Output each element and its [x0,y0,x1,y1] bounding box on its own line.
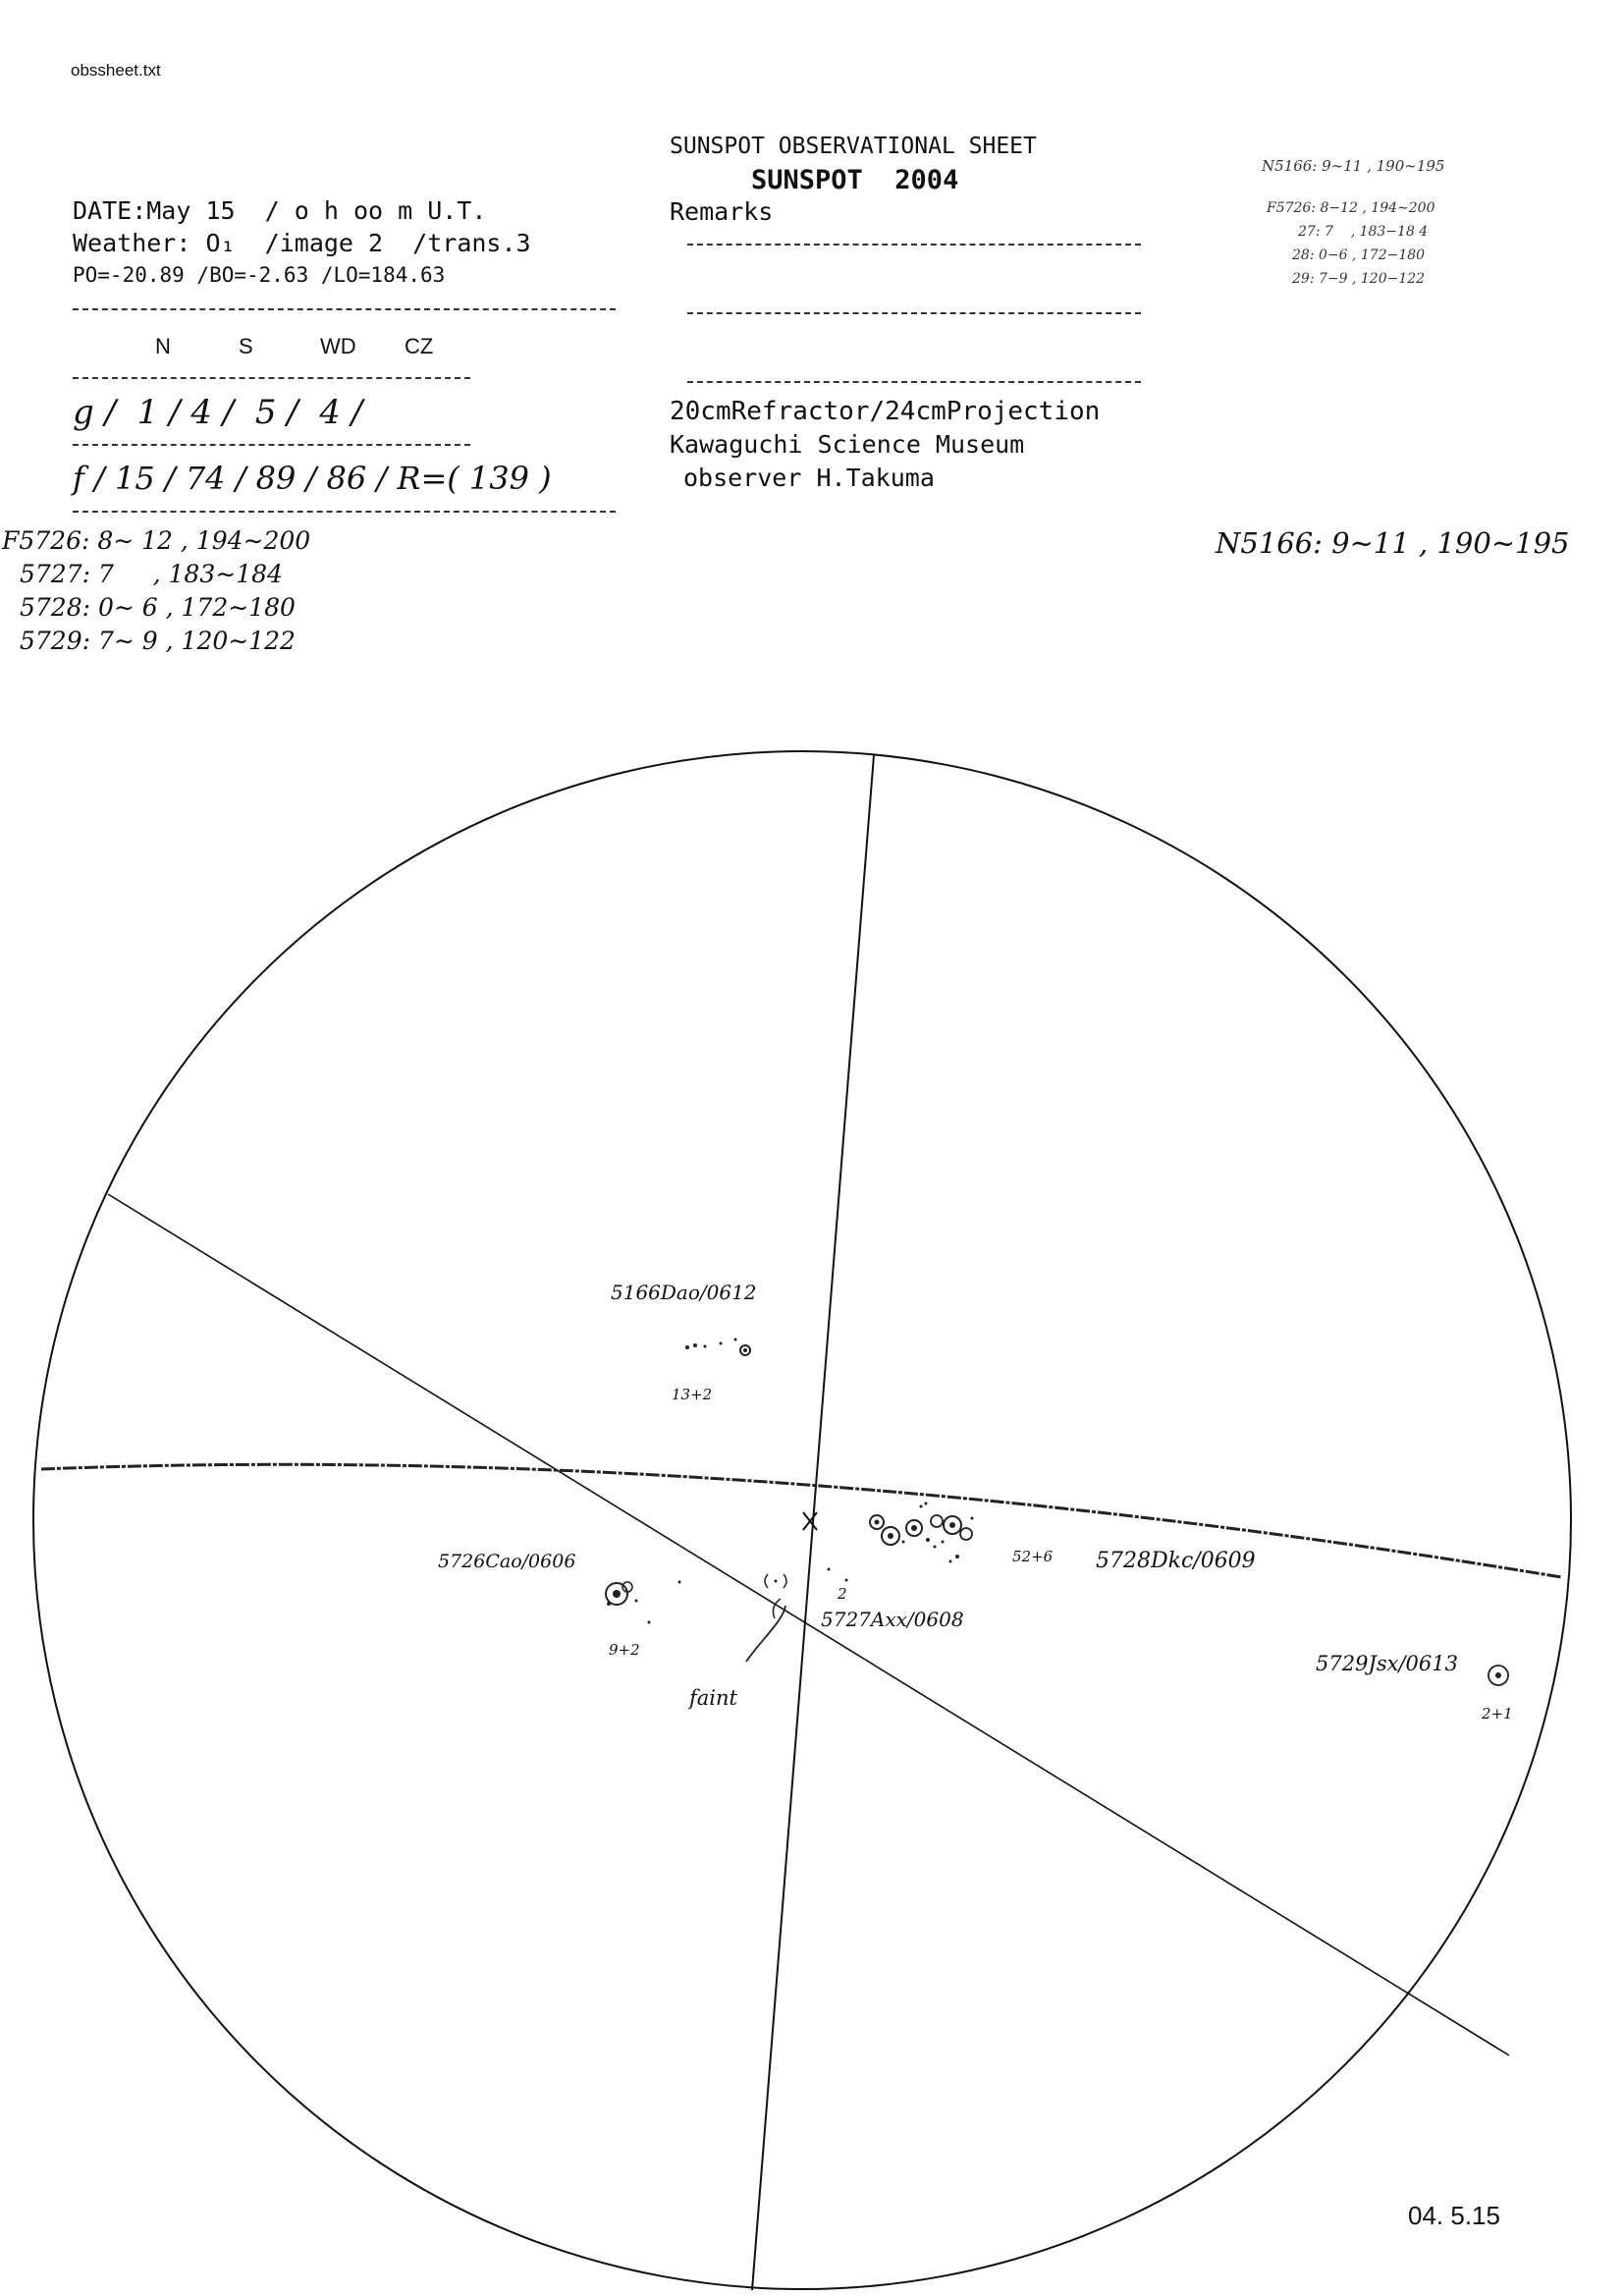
group-label-5729: 5729Jsx/0613 [1316,1652,1459,1675]
column-header-s: S [239,334,253,358]
group-label-5727: 5727Axx/0608 [821,1608,964,1631]
faint-pointer [746,1606,785,1662]
telescope-line: 20cmRefractor/24cmProjection [670,397,1101,426]
sunspot-group-5726 [606,1581,681,1624]
ecliptic-line [108,1194,1509,2055]
sheet-title: SUNSPOT OBSERVATIONAL SHEET [670,134,1037,159]
weather-line: Weather: O₁ /image 2 /trans.3 [73,229,531,257]
remarks-label: Remarks [670,197,774,226]
group-count-5166: 13+2 [672,1386,713,1403]
group-label-5726: 5726Cao/0606 [438,1551,576,1572]
group-count-5726: 9+2 [609,1641,640,1659]
file-name: obssheet.txt [71,61,161,80]
top-right-note: 27: 7 , 183−18 4 [1298,224,1429,240]
sunspot-group-5729 [1488,1666,1508,1685]
group-count-row: g / 1 / 4 / 5 / 4 / [73,393,363,432]
solar-disk-outline [33,751,1571,2289]
equator-line [41,1464,1561,1577]
sheet-subtitle: SUNSPOT 2004 [751,165,959,195]
region-list-item: 5727: 7 , 183∼184 [20,560,283,588]
region-list-item: 5729: 7∼ 9 , 120∼122 [20,627,296,655]
orientation-line: PO=-20.89 /BO=-2.63 /LO=184.63 [73,263,446,287]
group-count-5729: 2+1 [1482,1705,1513,1722]
column-header-cz: CZ [405,334,434,358]
museum-line: Kawaguchi Science Museum [670,430,1025,459]
group-label-5728: 5728Dkc/0609 [1096,1549,1256,1573]
group-count-5727: 2 [838,1585,847,1603]
top-right-note: 29: 7−9 , 120−122 [1292,271,1426,287]
top-right-note: F5726: 8−12 , 194∼200 [1267,200,1435,216]
faint-label: faint [689,1686,737,1710]
column-header-n: N [155,334,171,358]
spot-count-row: f / 15 / 74 / 89 / 86 / R=( 139 ) [73,460,552,497]
date-line: DATE:May 15 / o h oo m U.T. [73,196,487,225]
top-right-note: N5166: 9∼11 , 190∼195 [1262,157,1445,175]
top-right-note: 28: 0−6 , 172−180 [1292,247,1426,263]
north-region-note: N5166: 9∼11 , 190∼195 [1216,526,1570,560]
sunspot-group-5727 [765,1568,848,1589]
footer-date: 04. 5.15 [1408,2201,1500,2230]
sunspot-group-5166 [685,1339,750,1356]
column-header-wd: WD [320,334,356,358]
region-list-item: F5726: 8∼ 12 , 194∼200 [2,526,311,555]
sunspot-group-5728 [870,1503,974,1563]
group-count-5728: 52+6 [1012,1548,1054,1565]
central-meridian-line [752,755,874,2290]
observer-line: observer H.Takuma [683,464,935,492]
region-list-item: 5728: 0∼ 6 , 172∼180 [20,593,296,622]
group-label-5166: 5166Dao/0612 [611,1281,757,1304]
